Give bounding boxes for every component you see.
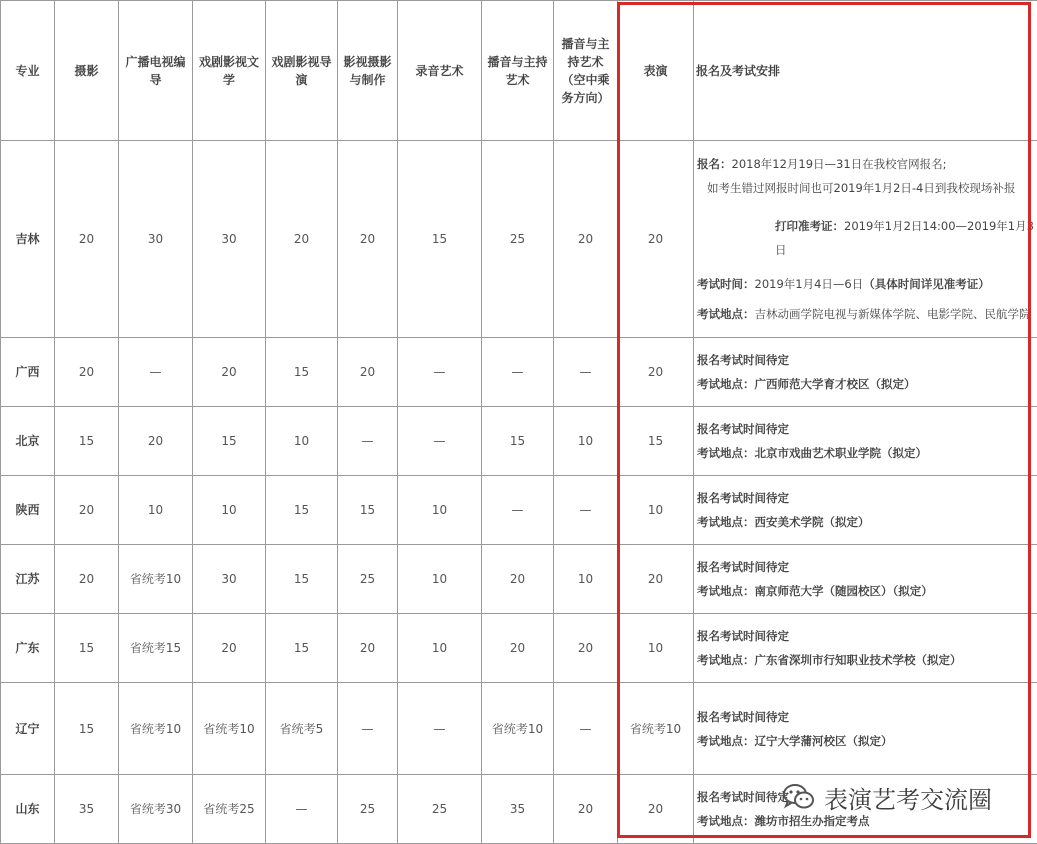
value-cell: 25 — [338, 775, 398, 844]
value-cell: 15 — [482, 407, 554, 476]
exam-place-text: 吉林动画学院电视与新媒体学院、电影学院、民航学院 — [755, 307, 1031, 321]
exam-place-line — [697, 372, 1034, 396]
value-cell: 20 — [119, 407, 193, 476]
value-cell: 省统考25 — [193, 775, 266, 844]
province-cell: 吉林 — [1, 141, 55, 338]
watermark — [782, 779, 992, 815]
registration-text: 2018年12月19日—31日在我校官网报名; — [732, 157, 947, 171]
exam-place-line — [697, 579, 1034, 603]
province-cell: 北京 — [1, 407, 55, 476]
header-hosting-aviation: 播音与主持艺术（空中乘务方向） — [554, 1, 618, 141]
value-cell: — — [398, 407, 482, 476]
header-photography: 摄影 — [55, 1, 119, 141]
value-cell: 15 — [266, 338, 338, 407]
header-drama-directing: 戏剧影视导演 — [266, 1, 338, 141]
value-cell: 25 — [482, 141, 554, 338]
exam-place-label: 考试地点： — [697, 515, 755, 529]
value-cell: 20 — [55, 476, 119, 545]
value-cell: 30 — [193, 545, 266, 614]
registration-line: 报名考试时间待定 — [697, 785, 1034, 809]
value-cell: 10 — [618, 476, 694, 545]
value-cell: 15 — [266, 476, 338, 545]
header-film-production: 影视摄影与制作 — [338, 1, 398, 141]
registration-line: 报名考试时间待定 — [697, 624, 1034, 648]
value-cell: 20 — [338, 141, 398, 338]
value-cell: 20 — [193, 338, 266, 407]
value-cell: 10 — [398, 545, 482, 614]
registration-line: 报名考试时间待定 — [697, 348, 1034, 372]
arrangement-cell — [694, 683, 1037, 775]
ticket-line — [697, 214, 1034, 262]
value-cell: 15 — [55, 407, 119, 476]
value-cell: 30 — [119, 141, 193, 338]
arrangement-cell — [694, 476, 1037, 545]
province-cell: 广西 — [1, 338, 55, 407]
value-cell: 省统考10 — [482, 683, 554, 775]
arrangement-cell — [694, 545, 1037, 614]
value-cell: — — [482, 338, 554, 407]
table-row — [1, 141, 1037, 338]
province-cell: 山东 — [1, 775, 55, 844]
value-cell: — — [554, 338, 618, 407]
value-cell: 省统考30 — [119, 775, 193, 844]
exam-place-label: 考试地点： — [697, 814, 755, 828]
value-cell: 15 — [398, 141, 482, 338]
value-cell: 15 — [266, 545, 338, 614]
value-cell: 10 — [618, 614, 694, 683]
registration-line: 报名考试时间待定 — [697, 705, 1034, 729]
arrangement-cell — [694, 407, 1037, 476]
exam-place-text: 南京师范大学（随园校区）（拟定） — [755, 584, 933, 598]
value-cell: 15 — [266, 614, 338, 683]
value-cell: 省统考15 — [119, 614, 193, 683]
exam-place-line — [697, 648, 1034, 672]
value-cell: — — [338, 683, 398, 775]
exam-place-label: 考试地点： — [697, 653, 755, 667]
arrangement-cell — [694, 614, 1037, 683]
header-recording-art: 录音艺术 — [398, 1, 482, 141]
value-cell: 20 — [55, 545, 119, 614]
value-cell: 省统考10 — [119, 545, 193, 614]
value-cell: 20 — [338, 338, 398, 407]
exam-place-text: 西安美术学院（拟定） — [755, 515, 870, 529]
exam-place-text: 辽宁大学蒲河校区（拟定） — [755, 734, 893, 748]
value-cell: 30 — [193, 141, 266, 338]
value-cell: 20 — [482, 614, 554, 683]
exam-place-text: 潍坊市招生办指定考点 — [755, 814, 870, 828]
watermark-text: 表演艺考交流圈 — [824, 780, 992, 815]
value-cell: 省统考10 — [193, 683, 266, 775]
exam-place-label: 考试地点： — [697, 584, 755, 598]
value-cell: 省统考10 — [119, 683, 193, 775]
value-cell: — — [398, 683, 482, 775]
value-cell: 20 — [338, 614, 398, 683]
exam-place-label: 考试地点： — [697, 377, 755, 391]
value-cell: 省统考10 — [618, 683, 694, 775]
exam-place-text: 广西师范大学育才校区（拟定） — [755, 377, 916, 391]
value-cell: 省统考5 — [266, 683, 338, 775]
value-cell: 25 — [398, 775, 482, 844]
registration-line: 报名考试时间待定 — [697, 555, 1034, 579]
value-cell: 20 — [482, 545, 554, 614]
value-cell: 15 — [55, 683, 119, 775]
ticket-label: 打印准考证： — [775, 219, 844, 233]
exam-place-line — [697, 302, 1034, 326]
header-row — [1, 1, 1037, 141]
arrangement-cell — [694, 338, 1037, 407]
registration-line: 报名考试时间待定 — [697, 486, 1034, 510]
province-cell: 陕西 — [1, 476, 55, 545]
value-cell: 10 — [119, 476, 193, 545]
exam-time-label: 考试时间： — [697, 277, 755, 291]
header-hosting-art: 播音与主持艺术 — [482, 1, 554, 141]
registration-label: 报名： — [697, 157, 732, 171]
registration-line-2: 如考生错过网报时间也可2019年1月2日-4日到我校现场补报 — [697, 176, 1034, 200]
value-cell: 10 — [554, 407, 618, 476]
province-cell: 辽宁 — [1, 683, 55, 775]
value-cell: 15 — [193, 407, 266, 476]
table-row — [1, 614, 1037, 683]
table-row — [1, 476, 1037, 545]
value-cell: — — [482, 476, 554, 545]
value-cell: — — [398, 338, 482, 407]
value-cell: 20 — [618, 338, 694, 407]
value-cell: 20 — [618, 545, 694, 614]
value-cell: — — [266, 775, 338, 844]
value-cell: 15 — [618, 407, 694, 476]
table-row — [1, 407, 1037, 476]
registration-line: 报名考试时间待定 — [697, 417, 1034, 441]
value-cell: — — [119, 338, 193, 407]
value-cell: 35 — [55, 775, 119, 844]
value-cell: 15 — [338, 476, 398, 545]
header-arrangement: 报名及考试安排 — [694, 1, 1037, 141]
table-row — [1, 545, 1037, 614]
header-major: 专业 — [1, 1, 55, 141]
header-broadcast-directing: 广播电视编导 — [119, 1, 193, 141]
value-cell: 35 — [482, 775, 554, 844]
exam-place-line — [697, 510, 1034, 534]
value-cell: — — [338, 407, 398, 476]
value-cell: 10 — [266, 407, 338, 476]
value-cell: 20 — [266, 141, 338, 338]
value-cell: 15 — [55, 614, 119, 683]
value-cell: 25 — [338, 545, 398, 614]
value-cell: 20 — [55, 141, 119, 338]
exam-place-label: 考试地点： — [697, 734, 755, 748]
table-row — [1, 338, 1037, 407]
value-cell: — — [554, 476, 618, 545]
value-cell: 10 — [398, 476, 482, 545]
value-cell: 20 — [618, 141, 694, 338]
exam-place-label: 考试地点： — [697, 307, 755, 321]
exam-time-text: 2019年1月4日—6日 — [755, 277, 864, 291]
table-row — [1, 683, 1037, 775]
arrangement-cell — [694, 141, 1037, 338]
header-drama-literature: 戏剧影视文学 — [193, 1, 266, 141]
exam-place-label: 考试地点： — [697, 446, 755, 460]
value-cell: 10 — [193, 476, 266, 545]
exam-place-text: 广东省深圳市行知职业技术学校（拟定） — [755, 653, 962, 667]
value-cell: 20 — [618, 775, 694, 844]
exam-place-text: 北京市戏曲艺术职业学院（拟定） — [755, 446, 928, 460]
value-cell: 20 — [193, 614, 266, 683]
ticket-text: 2019年1月2日14:00—2019年1月3日 — [775, 219, 1034, 257]
value-cell: 10 — [398, 614, 482, 683]
value-cell: 20 — [554, 141, 618, 338]
registration-line — [697, 152, 1034, 176]
value-cell: — — [554, 683, 618, 775]
province-cell: 广东 — [1, 614, 55, 683]
exam-time-line — [697, 272, 1034, 296]
value-cell: 20 — [554, 614, 618, 683]
exam-place-line — [697, 441, 1034, 465]
exam-place-line — [697, 729, 1034, 753]
province-cell: 江苏 — [1, 545, 55, 614]
header-performance: 表演 — [618, 1, 694, 141]
value-cell: 20 — [55, 338, 119, 407]
value-cell: 10 — [554, 545, 618, 614]
wechat-icon — [782, 782, 816, 812]
value-cell: 20 — [554, 775, 618, 844]
exam-time-note: （具体时间详见准考证） — [863, 277, 990, 291]
